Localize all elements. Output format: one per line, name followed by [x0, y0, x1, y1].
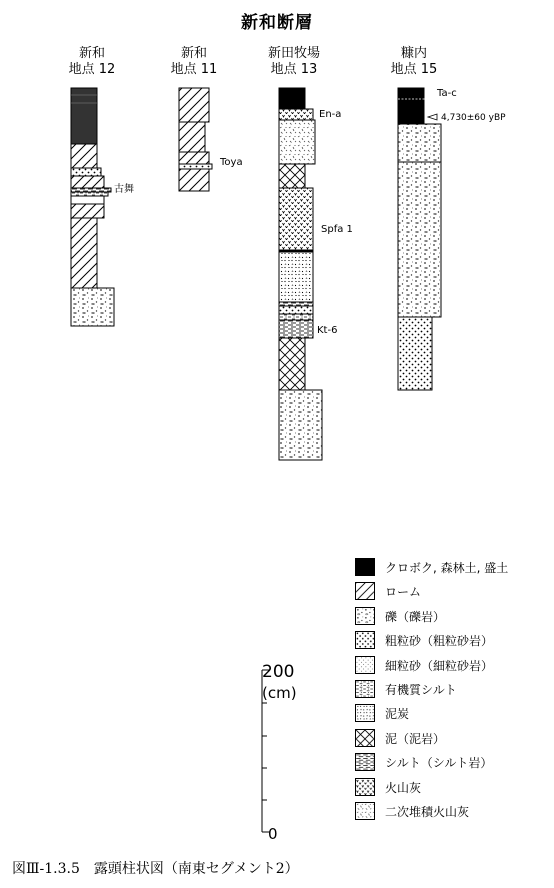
column-header-site: 地点 12 [68, 62, 116, 77]
legend-swatch [355, 753, 375, 771]
legend-swatch [355, 704, 375, 722]
legend-label: 粗粒砂（粗粒砂岩） [385, 634, 494, 649]
label-toya: Toya [220, 157, 243, 168]
legend-swatch [355, 558, 375, 576]
figure-caption: 図Ⅲ-1.3.5 露頭柱状図（南東セグメント2） [12, 861, 299, 877]
scale-top-label: 200 [262, 662, 295, 682]
legend-swatch [355, 729, 375, 747]
legend-label: 泥（泥岩） [385, 731, 446, 746]
legend-item-silt [355, 750, 550, 774]
column-header-name: 新田牧場 [267, 46, 320, 61]
scale-bottom-label: 0 [268, 825, 278, 843]
column-header-site: 地点 15 [390, 62, 438, 77]
column-site12 [71, 88, 134, 326]
column-header-name: 糠内 [400, 46, 427, 61]
age-arrow-icon [428, 114, 437, 120]
legend-label: 有機質シルト [385, 682, 457, 697]
legend-label: 泥炭 [385, 707, 410, 722]
legend-item-coarse-sand [355, 628, 550, 652]
legend-item-peat [355, 701, 550, 725]
legend-swatch [355, 802, 375, 820]
legend-item-fine-sand [355, 653, 550, 677]
column-site11 [179, 88, 243, 191]
legend-item-mud [355, 726, 550, 750]
label-furumai: 古舞 [114, 184, 134, 195]
legend-swatch [355, 607, 375, 625]
legend-label: 二次堆積火山灰 [385, 804, 470, 819]
legend-item-loam [355, 579, 550, 603]
legend-label: シルト（シルト岩） [385, 756, 493, 771]
legend-label: 火山灰 [385, 780, 422, 795]
legend-swatch [355, 778, 375, 796]
legend-item-black [355, 555, 550, 579]
legend [355, 555, 550, 823]
column-header-site: 地点 13 [270, 62, 318, 77]
legend-swatch [355, 680, 375, 698]
legend-item-organic-silt [355, 677, 550, 701]
legend-swatch [355, 631, 375, 649]
label-age: 4,730±60 yBP [441, 113, 506, 123]
legend-label: クロボク, 森林土, 盛土 [385, 561, 509, 575]
legend-swatch [355, 656, 375, 674]
scale-unit-label: (cm) [262, 684, 297, 702]
column-header-name: 新和 [180, 46, 207, 61]
legend-item-gravel [355, 604, 550, 628]
label-en-a: En-a [319, 109, 342, 120]
legend-swatch [355, 582, 375, 600]
label-spfa1: Spfa 1 [321, 224, 353, 235]
label-ta-c: Ta-c [437, 88, 457, 99]
column-header-name: 新和 [78, 46, 105, 61]
column-header-site: 地点 11 [170, 62, 218, 77]
legend-label: ローム [385, 585, 422, 600]
legend-item-reworked-ash [355, 799, 550, 823]
diagram-title: 新和断層 [241, 13, 313, 33]
legend-item-volcanic-ash [355, 775, 550, 799]
column-site13 [279, 88, 353, 460]
label-kt6: Kt-6 [317, 325, 338, 336]
legend-label: 細粒砂（細粒砂岩） [385, 658, 494, 673]
legend-label: 礫（礫岩） [385, 609, 446, 624]
column-site15 [398, 88, 506, 390]
